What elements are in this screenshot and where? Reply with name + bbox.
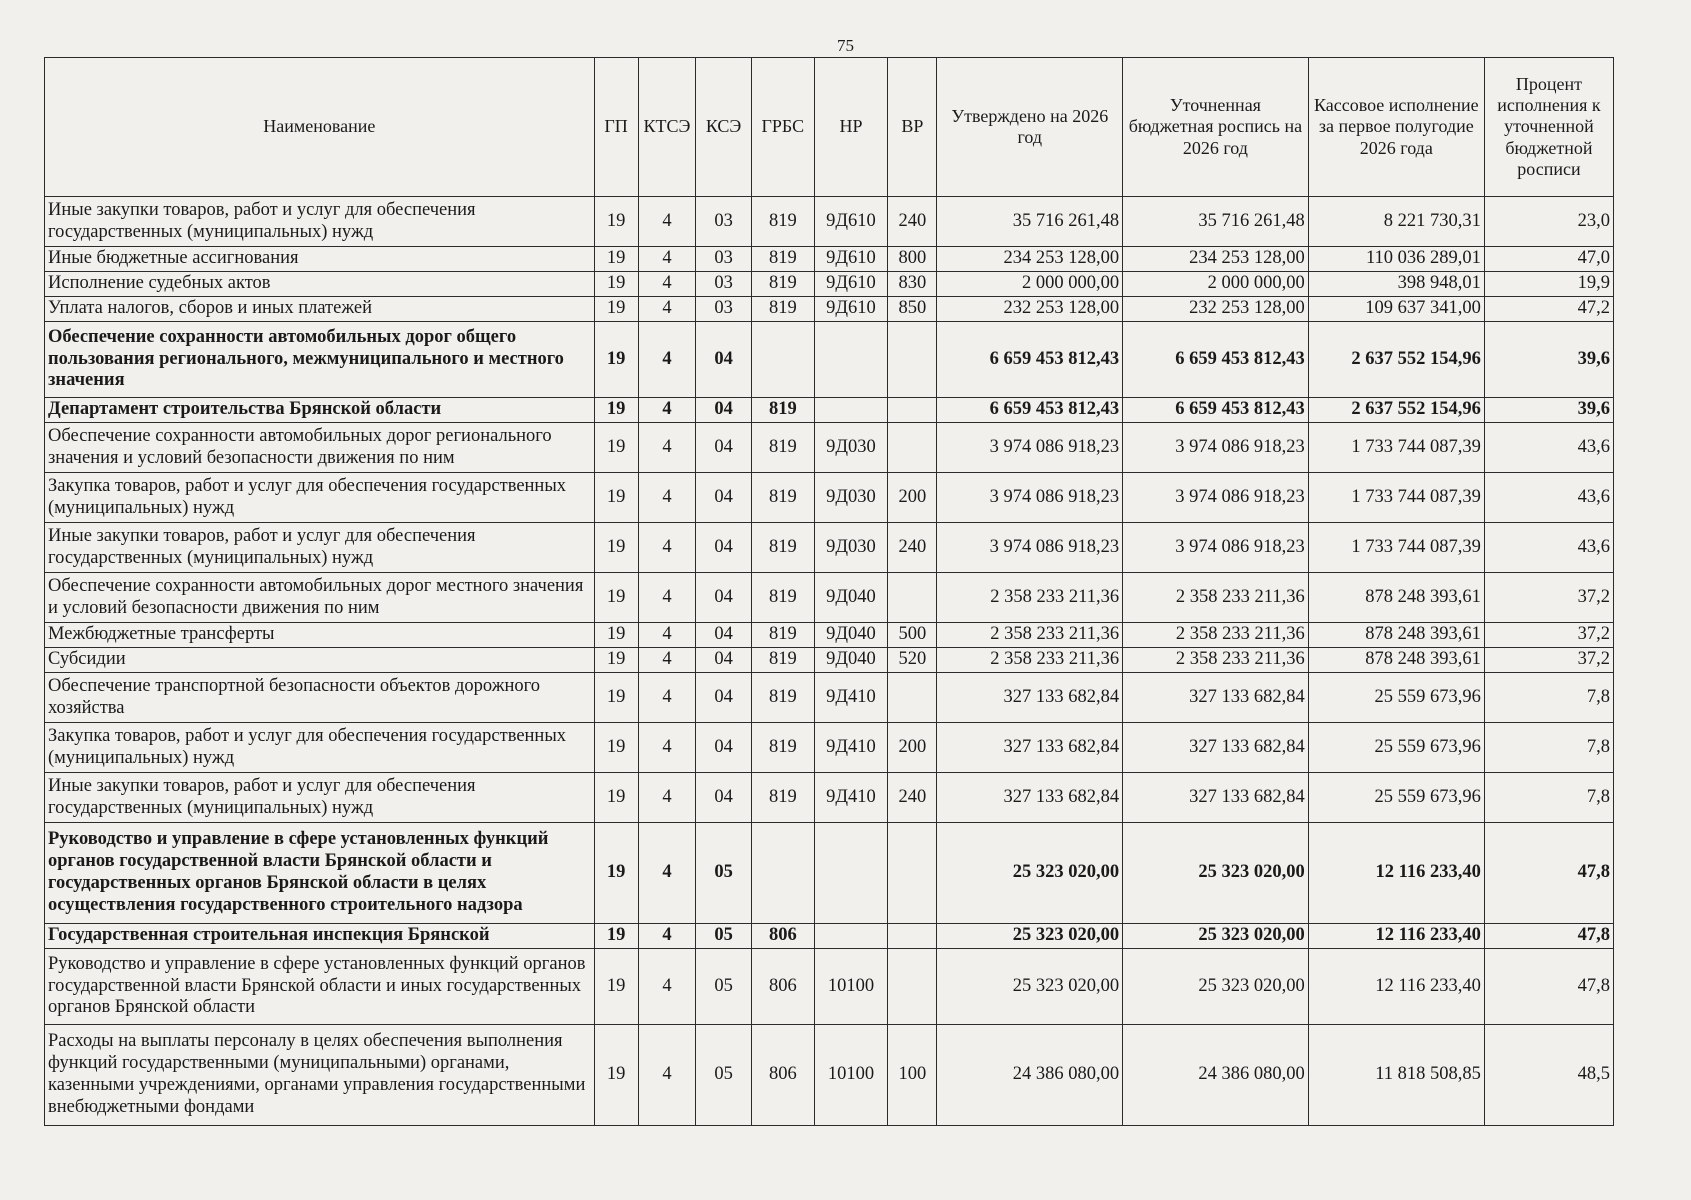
cell-cash: 12 116 233,40	[1308, 823, 1484, 924]
cell-approved: 2 358 233 211,36	[937, 648, 1123, 673]
cell-ktse: 4	[638, 949, 696, 1025]
cell-approved: 25 323 020,00	[937, 823, 1123, 924]
table-header-row	[45, 58, 1614, 197]
cell-percent: 19,9	[1484, 272, 1613, 297]
cell-kse: 04	[696, 423, 752, 473]
cell-percent: 39,6	[1484, 398, 1613, 423]
table-row	[45, 648, 1614, 673]
cell-approved: 6 659 453 812,43	[937, 322, 1123, 398]
cell-name: Обеспечение сохранности автомобильных дорог местного значения и условий безопасности движения по ним	[45, 573, 595, 623]
cell-gp: 19	[594, 723, 638, 773]
cell-nr: 9Д410	[814, 723, 887, 773]
cell-percent: 23,0	[1484, 197, 1613, 247]
cell-ktse: 4	[638, 523, 696, 573]
cell-refined: 35 716 261,48	[1123, 197, 1309, 247]
cell-cash: 25 559 673,96	[1308, 673, 1484, 723]
table-row	[45, 297, 1614, 322]
cell-grbs: 819	[751, 423, 814, 473]
cell-percent: 47,8	[1484, 924, 1613, 949]
cell-grbs: 819	[751, 648, 814, 673]
cell-cash: 25 559 673,96	[1308, 723, 1484, 773]
cell-gp: 19	[594, 272, 638, 297]
cell-vr	[888, 423, 937, 473]
cell-refined: 6 659 453 812,43	[1123, 398, 1309, 423]
table-row	[45, 272, 1614, 297]
cell-percent: 37,2	[1484, 573, 1613, 623]
cell-vr	[888, 573, 937, 623]
cell-approved: 2 000 000,00	[937, 272, 1123, 297]
cell-gp: 19	[594, 423, 638, 473]
cell-grbs	[751, 823, 814, 924]
cell-name: Закупка товаров, работ и услуг для обеспечения государственных (муниципальных) нужд	[45, 473, 595, 523]
cell-kse: 05	[696, 1025, 752, 1126]
cell-kse: 04	[696, 773, 752, 823]
cell-nr: 9Д030	[814, 473, 887, 523]
cell-gp: 19	[594, 1025, 638, 1126]
header-refined: Уточненная бюджетная роспись на 2026 год	[1123, 58, 1309, 197]
cell-ktse: 4	[638, 1025, 696, 1126]
cell-cash: 2 637 552 154,96	[1308, 322, 1484, 398]
header-kse: КСЭ	[696, 58, 752, 197]
cell-kse: 03	[696, 297, 752, 322]
cell-kse: 03	[696, 247, 752, 272]
table-row	[45, 423, 1614, 473]
cell-name: Закупка товаров, работ и услуг для обеспечения государственных (муниципальных) нужд	[45, 723, 595, 773]
cell-gp: 19	[594, 322, 638, 398]
cell-refined: 3 974 086 918,23	[1123, 523, 1309, 573]
cell-kse: 05	[696, 823, 752, 924]
cell-approved: 327 133 682,84	[937, 773, 1123, 823]
cell-cash: 12 116 233,40	[1308, 924, 1484, 949]
cell-refined: 2 358 233 211,36	[1123, 623, 1309, 648]
cell-gp: 19	[594, 398, 638, 423]
cell-nr: 10100	[814, 1025, 887, 1126]
cell-vr: 830	[888, 272, 937, 297]
cell-refined: 232 253 128,00	[1123, 297, 1309, 322]
cell-approved: 25 323 020,00	[937, 949, 1123, 1025]
cell-kse: 04	[696, 623, 752, 648]
cell-percent: 47,0	[1484, 247, 1613, 272]
cell-percent: 7,8	[1484, 673, 1613, 723]
cell-nr: 9Д410	[814, 673, 887, 723]
cell-ktse: 4	[638, 723, 696, 773]
table-row	[45, 322, 1614, 398]
cell-cash: 398 948,01	[1308, 272, 1484, 297]
cell-vr: 100	[888, 1025, 937, 1126]
cell-vr	[888, 949, 937, 1025]
cell-approved: 3 974 086 918,23	[937, 423, 1123, 473]
cell-kse: 03	[696, 272, 752, 297]
cell-cash: 1 733 744 087,39	[1308, 523, 1484, 573]
cell-name: Иные закупки товаров, работ и услуг для обеспечения государственных (муниципальных) нужд	[45, 197, 595, 247]
cell-approved: 24 386 080,00	[937, 1025, 1123, 1126]
cell-percent: 48,5	[1484, 1025, 1613, 1126]
cell-percent: 37,2	[1484, 648, 1613, 673]
cell-name: Государственная строительная инспекция Брянской	[45, 924, 595, 949]
cell-percent: 37,2	[1484, 623, 1613, 648]
cell-vr	[888, 398, 937, 423]
cell-cash: 109 637 341,00	[1308, 297, 1484, 322]
cell-approved: 3 974 086 918,23	[937, 473, 1123, 523]
cell-ktse: 4	[638, 197, 696, 247]
cell-approved: 25 323 020,00	[937, 924, 1123, 949]
cell-grbs: 806	[751, 949, 814, 1025]
cell-vr	[888, 673, 937, 723]
cell-name: Руководство и управление в сфере установленных функций органов государственной власти Брянской области и иных государственных органов Брянской области	[45, 949, 595, 1025]
cell-kse: 04	[696, 673, 752, 723]
cell-kse: 04	[696, 723, 752, 773]
cell-kse: 05	[696, 949, 752, 1025]
cell-ktse: 4	[638, 573, 696, 623]
cell-name: Расходы на выплаты персоналу в целях обеспечения выполнения функций государственными (муниципальными) органами, казенными учреждениями, органами управления государственными внебюджетными фондами	[45, 1025, 595, 1126]
cell-gp: 19	[594, 773, 638, 823]
cell-kse: 04	[696, 523, 752, 573]
cell-refined: 25 323 020,00	[1123, 924, 1309, 949]
cell-cash: 110 036 289,01	[1308, 247, 1484, 272]
cell-cash: 878 248 393,61	[1308, 648, 1484, 673]
header-name: Наименование	[45, 58, 595, 197]
cell-gp: 19	[594, 623, 638, 648]
cell-nr: 9Д030	[814, 523, 887, 573]
cell-gp: 19	[594, 247, 638, 272]
cell-nr: 9Д410	[814, 773, 887, 823]
cell-refined: 327 133 682,84	[1123, 673, 1309, 723]
cell-refined: 2 000 000,00	[1123, 272, 1309, 297]
cell-grbs: 819	[751, 723, 814, 773]
page-number: 75	[837, 36, 854, 55]
cell-grbs: 806	[751, 1025, 814, 1126]
cell-cash: 1 733 744 087,39	[1308, 423, 1484, 473]
cell-ktse: 4	[638, 773, 696, 823]
cell-vr: 240	[888, 773, 937, 823]
cell-kse: 04	[696, 322, 752, 398]
cell-percent: 39,6	[1484, 322, 1613, 398]
cell-vr: 200	[888, 723, 937, 773]
cell-nr: 9Д610	[814, 197, 887, 247]
table-row	[45, 473, 1614, 523]
cell-percent: 43,6	[1484, 423, 1613, 473]
cell-gp: 19	[594, 297, 638, 322]
header-grbs: ГРБС	[751, 58, 814, 197]
cell-grbs: 819	[751, 773, 814, 823]
cell-grbs: 819	[751, 297, 814, 322]
cell-name: Иные закупки товаров, работ и услуг для обеспечения государственных (муниципальных) нужд	[45, 773, 595, 823]
cell-refined: 3 974 086 918,23	[1123, 423, 1309, 473]
cell-vr: 240	[888, 197, 937, 247]
cell-nr: 9Д610	[814, 272, 887, 297]
cell-vr: 240	[888, 523, 937, 573]
cell-ktse: 4	[638, 398, 696, 423]
cell-cash: 25 559 673,96	[1308, 773, 1484, 823]
cell-gp: 19	[594, 673, 638, 723]
cell-grbs: 819	[751, 197, 814, 247]
cell-cash: 8 221 730,31	[1308, 197, 1484, 247]
cell-ktse: 4	[638, 272, 696, 297]
cell-cash: 2 637 552 154,96	[1308, 398, 1484, 423]
table-row	[45, 823, 1614, 924]
cell-grbs: 819	[751, 247, 814, 272]
cell-refined: 327 133 682,84	[1123, 773, 1309, 823]
cell-grbs: 819	[751, 623, 814, 648]
cell-refined: 25 323 020,00	[1123, 823, 1309, 924]
cell-name: Уплата налогов, сборов и иных платежей	[45, 297, 595, 322]
cell-vr	[888, 924, 937, 949]
cell-approved: 6 659 453 812,43	[937, 398, 1123, 423]
table-row	[45, 623, 1614, 648]
cell-refined: 25 323 020,00	[1123, 949, 1309, 1025]
cell-approved: 35 716 261,48	[937, 197, 1123, 247]
cell-grbs: 819	[751, 473, 814, 523]
cell-approved: 2 358 233 211,36	[937, 573, 1123, 623]
cell-name: Руководство и управление в сфере установленных функций органов государственной власти Брянской области и государственных органов Брянской области в целях осуществления государственного строительного надзора	[45, 823, 595, 924]
table-row	[45, 949, 1614, 1025]
cell-cash: 878 248 393,61	[1308, 573, 1484, 623]
header-gp: ГП	[594, 58, 638, 197]
cell-gp: 19	[594, 924, 638, 949]
table-row	[45, 673, 1614, 723]
table-row	[45, 773, 1614, 823]
cell-kse: 04	[696, 473, 752, 523]
header-percent: Процент исполнения к уточненной бюджетной росписи	[1484, 58, 1613, 197]
cell-approved: 3 974 086 918,23	[937, 523, 1123, 573]
cell-nr: 9Д030	[814, 423, 887, 473]
cell-name: Иные бюджетные ассигнования	[45, 247, 595, 272]
table-row	[45, 398, 1614, 423]
cell-approved: 327 133 682,84	[937, 673, 1123, 723]
cell-nr: 9Д610	[814, 297, 887, 322]
cell-approved: 234 253 128,00	[937, 247, 1123, 272]
cell-grbs: 819	[751, 398, 814, 423]
cell-nr	[814, 322, 887, 398]
cell-nr: 9Д610	[814, 247, 887, 272]
cell-nr: 9Д040	[814, 648, 887, 673]
cell-name: Межбюджетные трансферты	[45, 623, 595, 648]
cell-vr: 200	[888, 473, 937, 523]
cell-ktse: 4	[638, 423, 696, 473]
cell-gp: 19	[594, 648, 638, 673]
cell-percent: 43,6	[1484, 523, 1613, 573]
header-cash: Кассовое исполнение за первое полугодие 2026 года	[1308, 58, 1484, 197]
cell-approved: 327 133 682,84	[937, 723, 1123, 773]
cell-name: Департамент строительства Брянской области	[45, 398, 595, 423]
table-row	[45, 247, 1614, 272]
cell-refined: 24 386 080,00	[1123, 1025, 1309, 1126]
cell-ktse: 4	[638, 823, 696, 924]
cell-kse: 04	[696, 648, 752, 673]
cell-refined: 2 358 233 211,36	[1123, 573, 1309, 623]
header-vr: ВР	[888, 58, 937, 197]
cell-name: Обеспечение сохранности автомобильных дорог общего пользования регионального, межмуниципального и местного значения	[45, 322, 595, 398]
cell-vr: 850	[888, 297, 937, 322]
cell-nr: 10100	[814, 949, 887, 1025]
cell-refined: 234 253 128,00	[1123, 247, 1309, 272]
cell-percent: 7,8	[1484, 723, 1613, 773]
cell-cash: 878 248 393,61	[1308, 623, 1484, 648]
table-body	[45, 197, 1614, 1126]
cell-gp: 19	[594, 523, 638, 573]
table-row	[45, 723, 1614, 773]
cell-vr: 800	[888, 247, 937, 272]
cell-refined: 3 974 086 918,23	[1123, 473, 1309, 523]
cell-gp: 19	[594, 473, 638, 523]
cell-gp: 19	[594, 573, 638, 623]
cell-grbs	[751, 322, 814, 398]
cell-vr	[888, 823, 937, 924]
cell-refined: 2 358 233 211,36	[1123, 648, 1309, 673]
cell-kse: 05	[696, 924, 752, 949]
cell-name: Обеспечение транспортной безопасности объектов дорожного хозяйства	[45, 673, 595, 723]
cell-ktse: 4	[638, 924, 696, 949]
cell-vr	[888, 322, 937, 398]
cell-approved: 2 358 233 211,36	[937, 623, 1123, 648]
cell-refined: 6 659 453 812,43	[1123, 322, 1309, 398]
cell-name: Обеспечение сохранности автомобильных дорог регионального значения и условий безопасности движения по ним	[45, 423, 595, 473]
cell-ktse: 4	[638, 322, 696, 398]
cell-ktse: 4	[638, 648, 696, 673]
cell-kse: 04	[696, 398, 752, 423]
cell-nr	[814, 924, 887, 949]
cell-vr: 520	[888, 648, 937, 673]
cell-percent: 47,8	[1484, 949, 1613, 1025]
table-row	[45, 197, 1614, 247]
cell-nr	[814, 823, 887, 924]
header-approved: Утверждено на 2026 год	[937, 58, 1123, 197]
table-row	[45, 573, 1614, 623]
cell-percent: 47,2	[1484, 297, 1613, 322]
cell-ktse: 4	[638, 473, 696, 523]
cell-name: Исполнение судебных актов	[45, 272, 595, 297]
cell-grbs: 819	[751, 673, 814, 723]
table-row	[45, 924, 1614, 949]
header-nr: НР	[814, 58, 887, 197]
cell-grbs: 819	[751, 573, 814, 623]
table-row	[45, 523, 1614, 573]
cell-cash: 11 818 508,85	[1308, 1025, 1484, 1126]
cell-nr: 9Д040	[814, 573, 887, 623]
cell-vr: 500	[888, 623, 937, 648]
cell-ktse: 4	[638, 297, 696, 322]
cell-grbs: 806	[751, 924, 814, 949]
cell-gp: 19	[594, 823, 638, 924]
budget-table	[44, 57, 1614, 1126]
cell-ktse: 4	[638, 247, 696, 272]
cell-cash: 1 733 744 087,39	[1308, 473, 1484, 523]
cell-grbs: 819	[751, 272, 814, 297]
cell-approved: 232 253 128,00	[937, 297, 1123, 322]
cell-percent: 43,6	[1484, 473, 1613, 523]
cell-gp: 19	[594, 949, 638, 1025]
cell-nr	[814, 398, 887, 423]
cell-name: Субсидии	[45, 648, 595, 673]
cell-ktse: 4	[638, 673, 696, 723]
cell-ktse: 4	[638, 623, 696, 648]
cell-name: Иные закупки товаров, работ и услуг для обеспечения государственных (муниципальных) нужд	[45, 523, 595, 573]
cell-kse: 04	[696, 573, 752, 623]
cell-grbs: 819	[751, 523, 814, 573]
cell-kse: 03	[696, 197, 752, 247]
table-row	[45, 1025, 1614, 1126]
cell-refined: 327 133 682,84	[1123, 723, 1309, 773]
header-ktse: КТСЭ	[638, 58, 696, 197]
cell-percent: 7,8	[1484, 773, 1613, 823]
cell-percent: 47,8	[1484, 823, 1613, 924]
cell-nr: 9Д040	[814, 623, 887, 648]
cell-gp: 19	[594, 197, 638, 247]
cell-cash: 12 116 233,40	[1308, 949, 1484, 1025]
